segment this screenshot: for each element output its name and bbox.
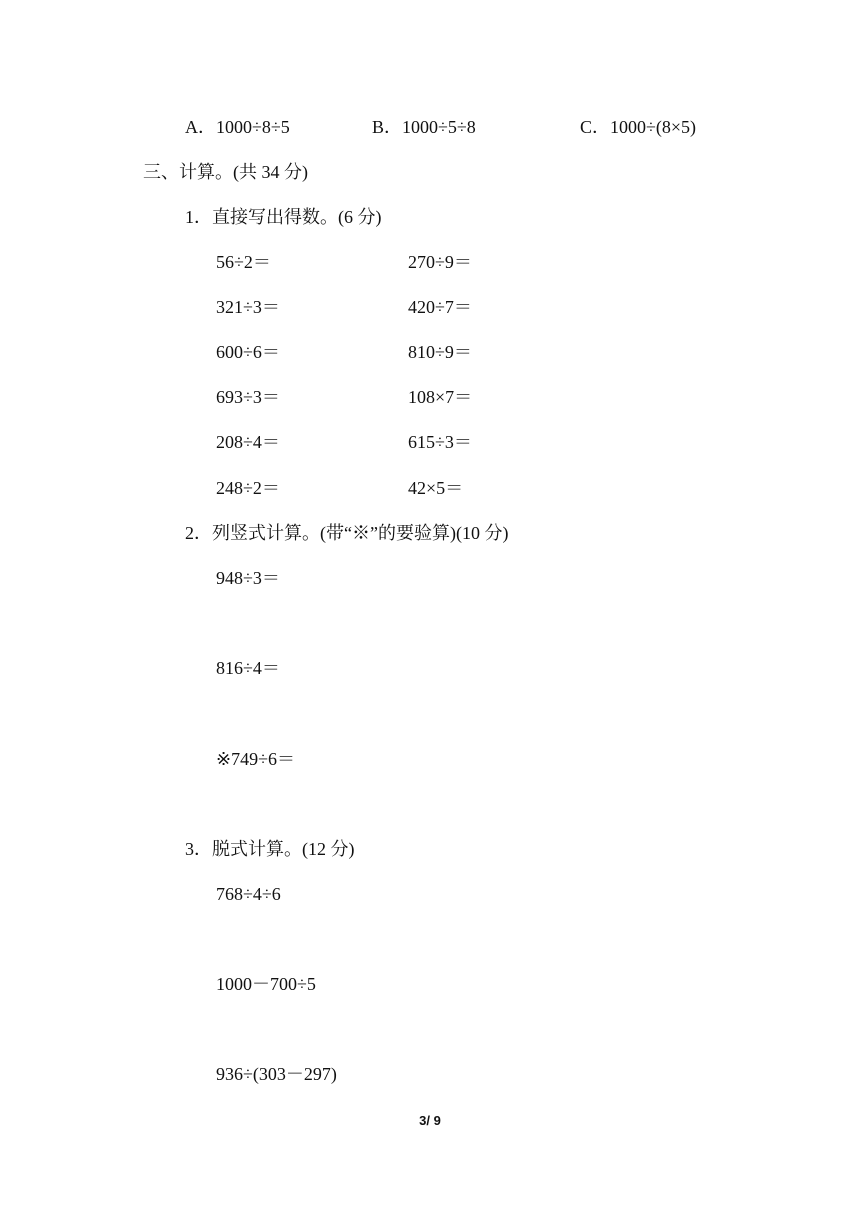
oral-calc-item: 693÷3＝	[216, 387, 280, 407]
oral-calc-item: 270÷9＝	[408, 252, 472, 272]
oral-calc-item: 321÷3＝	[216, 297, 280, 317]
section-3-title: 三、计算。(共 34 分)	[143, 162, 308, 182]
option-a: A．1000÷8÷5	[185, 117, 290, 137]
question-1-title: 1．直接写出得数。(6 分)	[185, 207, 382, 227]
oral-calc-item: 600÷6＝	[216, 342, 280, 362]
oral-calc-item: 56÷2＝	[216, 252, 271, 272]
page-number: 3/ 9	[419, 1113, 441, 1128]
oral-calc-item: 810÷9＝	[408, 342, 472, 362]
question-2-title: 2．列竖式计算。(带“※”的要验算)(10 分)	[185, 523, 509, 543]
oral-calc-item: 615÷3＝	[408, 432, 472, 452]
step-calc-item: 768÷4÷6	[216, 884, 281, 904]
step-calc-item: 1000－700÷5	[216, 974, 316, 994]
option-c: C．1000÷(8×5)	[580, 117, 697, 137]
question-3-title: 3．脱式计算。(12 分)	[185, 839, 355, 859]
step-calc-item: 936÷(303－297)	[216, 1064, 337, 1084]
vertical-calc-item: 816÷4＝	[216, 658, 280, 678]
option-b: B．1000÷5÷8	[372, 117, 476, 137]
oral-calc-item: 420÷7＝	[408, 297, 472, 317]
oral-calc-item: 208÷4＝	[216, 432, 280, 452]
oral-calc-item: 248÷2＝	[216, 478, 280, 498]
oral-calc-item: 42×5＝	[408, 478, 464, 498]
vertical-calc-item: ※749÷6＝	[216, 749, 295, 769]
vertical-calc-item: 948÷3＝	[216, 568, 280, 588]
oral-calc-item: 108×7＝	[408, 387, 473, 407]
